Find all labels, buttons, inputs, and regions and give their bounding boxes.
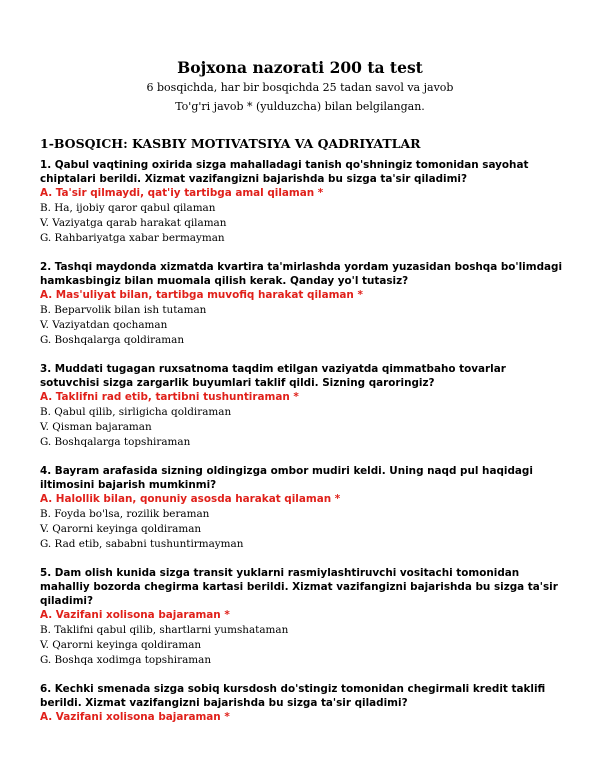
correct-answer-option: A. Halollik bilan, qonuniy asosda harakat qilaman * (40, 493, 341, 505)
answer-option: B. Beparvolik bilan ish tutaman (40, 304, 207, 316)
question-item (40, 566, 565, 668)
correct-answer-option: A. Ta'sir qilmaydi, qat'iy tartibga amal qilaman * (40, 187, 324, 199)
document-subtitle-stages: 6 bosqichda, har bir bosqichda 25 tadan savol va javob (146, 81, 454, 94)
answer-option: V. Qarorni keyinga qoldiraman (40, 639, 202, 651)
question-text: 4. Bayram arafasida sizning oldingizga ombor mudiri keldi. Uning naqd pul haqidagi iltimosini bajarish mumkinmi? (40, 465, 533, 491)
question-item (40, 464, 565, 552)
answer-option: V. Qarorni keyinga qoldiraman (40, 523, 202, 535)
answer-option: G. Boshqa xodimga topshiraman (40, 654, 212, 666)
question-text: 2. Tashqi maydonda xizmatda kvartira ta'mirlashda yordam yuzasidan boshqa bo'limdagi hamkasbingiz bilan muomala qilish kerak. Qanday yo'l tutasiz? (40, 261, 563, 287)
answer-option: G. Boshqalarga topshiraman (40, 436, 191, 448)
answer-option: V. Qisman bajaraman (40, 421, 152, 433)
question-item (40, 682, 565, 725)
answer-option: G. Rahbariyatga xabar bermayman (40, 232, 225, 244)
correct-answer-option: A. Mas'uliyat bilan, tartibga muvofiq harakat qilaman * (40, 289, 363, 301)
question-text: 5. Dam olish kunida sizga transit yuklarni rasmiylashtiruvchi vositachi tomonidan mahalliy bozorda chegirma kartasi berildi. Xizmat vazifangizni bajarishda bu sizga ta'sir qiladimi? (40, 567, 558, 607)
answer-option: V. Vaziyatdan qochaman (40, 319, 168, 331)
answer-option: G. Rad etib, sababni tushuntirmayman (40, 538, 244, 550)
question-list (40, 158, 565, 739)
answer-option: B. Ha, ijobiy qaror qabul qilaman (40, 202, 216, 214)
question-item (40, 362, 565, 450)
question-text: 6. Kechki smenada sizga sobiq kursdosh do'stingiz tomonidan chegirmali kredit taklifi berildi. Xizmat vazifangizni bajarishda bu sizga ta'sir qiladimi? (40, 683, 546, 709)
answer-option: B. Foyda bo'lsa, rozilik beraman (40, 508, 210, 520)
answer-option: B. Qabul qilib, sirligicha qoldiraman (40, 406, 232, 418)
answer-option: B. Taklifni qabul qilib, shartlarni yumshataman (40, 624, 289, 636)
question-item (40, 158, 565, 246)
correct-answer-option: A. Vazifani xolisona bajaraman * (40, 711, 230, 723)
answer-option: V. Vaziyatga qarab harakat qilaman (40, 217, 227, 229)
document-subtitle-legend: To'g'ri javob * (yulduzcha) bilan belgilangan. (175, 100, 425, 113)
question-text: 1. Qabul vaqtining oxirida sizga mahalladagi tanish qo'shningiz tomonidan sayohat chiptalari berildi. Xizmat vazifangizni bajarishda bu sizga ta'sir qiladimi? (40, 159, 529, 185)
question-text: 3. Muddati tugagan ruxsatnoma taqdim etilgan vaziyatda qimmatbaho tovarlar sotuvchisi sizga zargarlik buyumlari taklif qildi. Sizning qaroringiz? (40, 363, 506, 389)
document-title: Bojxona nazorati 200 ta test (177, 58, 423, 77)
correct-answer-option: A. Taklifni rad etib, tartibni tushuntiraman * (40, 391, 299, 403)
correct-answer-option: A. Vazifani xolisona bajaraman * (40, 609, 230, 621)
answer-option: G. Boshqalarga qoldiraman (40, 334, 185, 346)
question-item (40, 260, 565, 348)
section-heading: 1-BOSQICH: KASBIY MOTIVATSIYA VA QADRIYATLAR (40, 136, 421, 151)
